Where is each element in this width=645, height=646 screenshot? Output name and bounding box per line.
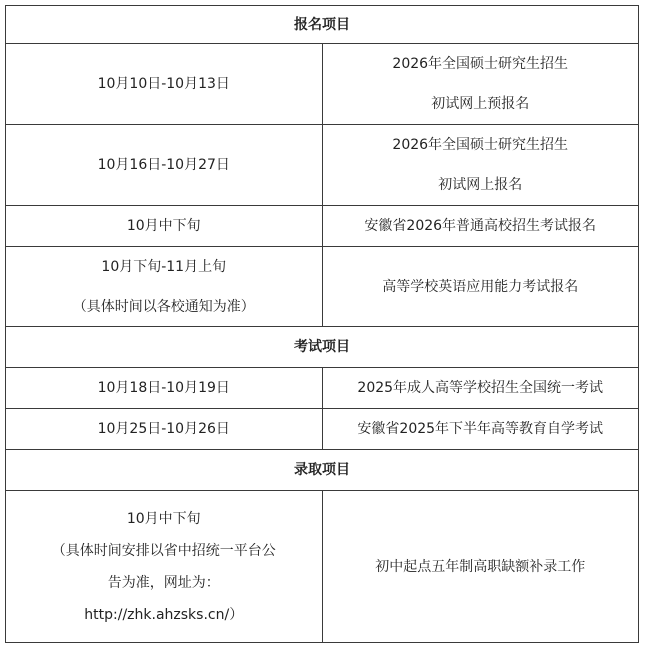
table-row (6, 44, 639, 125)
date-note: 告为准，网址为： (107, 574, 220, 591)
item-text: 高等学校英语应用能力考试报名 (382, 278, 579, 295)
date-text: 10月中下旬 (126, 218, 201, 234)
section-header-row (6, 6, 639, 44)
table-row (6, 125, 639, 206)
date-note: （具体时间安排以省中招统一平台公 (51, 542, 276, 559)
date-cell (6, 368, 323, 409)
item-text: 初中起点五年制高职缺额补录工作 (375, 558, 586, 575)
schedule-table (5, 5, 639, 643)
table-row (6, 368, 639, 409)
item-text: 初试网上预报名 (431, 96, 530, 112)
date-text: 10月25日-10月26日 (97, 421, 230, 437)
section-title-admission: 录取项目 (6, 450, 639, 491)
date-cell (6, 409, 323, 450)
item-cell (322, 368, 639, 409)
date-cell (6, 125, 323, 206)
table-row (6, 206, 639, 247)
item-cell (322, 206, 639, 247)
date-text: 10月中下旬 (126, 510, 201, 527)
date-cell (6, 247, 323, 327)
item-text: 安徽省2026年普通高校招生考试报名 (364, 218, 597, 234)
date-text: 10月16日-10月27日 (97, 157, 230, 173)
date-cell (6, 491, 323, 643)
date-cell (6, 206, 323, 247)
section-header-row (6, 327, 639, 368)
date-text: 10月下旬-11月上旬 (101, 258, 227, 275)
item-cell (322, 247, 639, 327)
date-note: http://zhk.ahzsks.cn/） (84, 606, 244, 623)
section-header-row (6, 450, 639, 491)
section-title-registration: 报名项目 (6, 6, 639, 44)
date-text: 10月10日-10月13日 (97, 76, 230, 92)
table-row (6, 247, 639, 327)
item-cell (322, 491, 639, 643)
item-cell (322, 44, 639, 125)
item-text: 2026年全国硕士研究生招生 (392, 56, 569, 72)
table-row (6, 491, 639, 643)
item-cell (322, 125, 639, 206)
table-row (6, 409, 639, 450)
date-cell (6, 44, 323, 125)
item-text: 安徽省2025年下半年高等教育自学考试 (357, 421, 604, 437)
section-title-exam: 考试项目 (6, 327, 639, 368)
item-text: 初试网上报名 (438, 177, 523, 193)
item-cell (322, 409, 639, 450)
item-text: 2026年全国硕士研究生招生 (392, 137, 569, 153)
date-note: （具体时间以各校通知为准） (72, 298, 255, 315)
date-text: 10月18日-10月19日 (97, 380, 230, 396)
item-text: 2025年成人高等学校招生全国统一考试 (357, 380, 604, 396)
